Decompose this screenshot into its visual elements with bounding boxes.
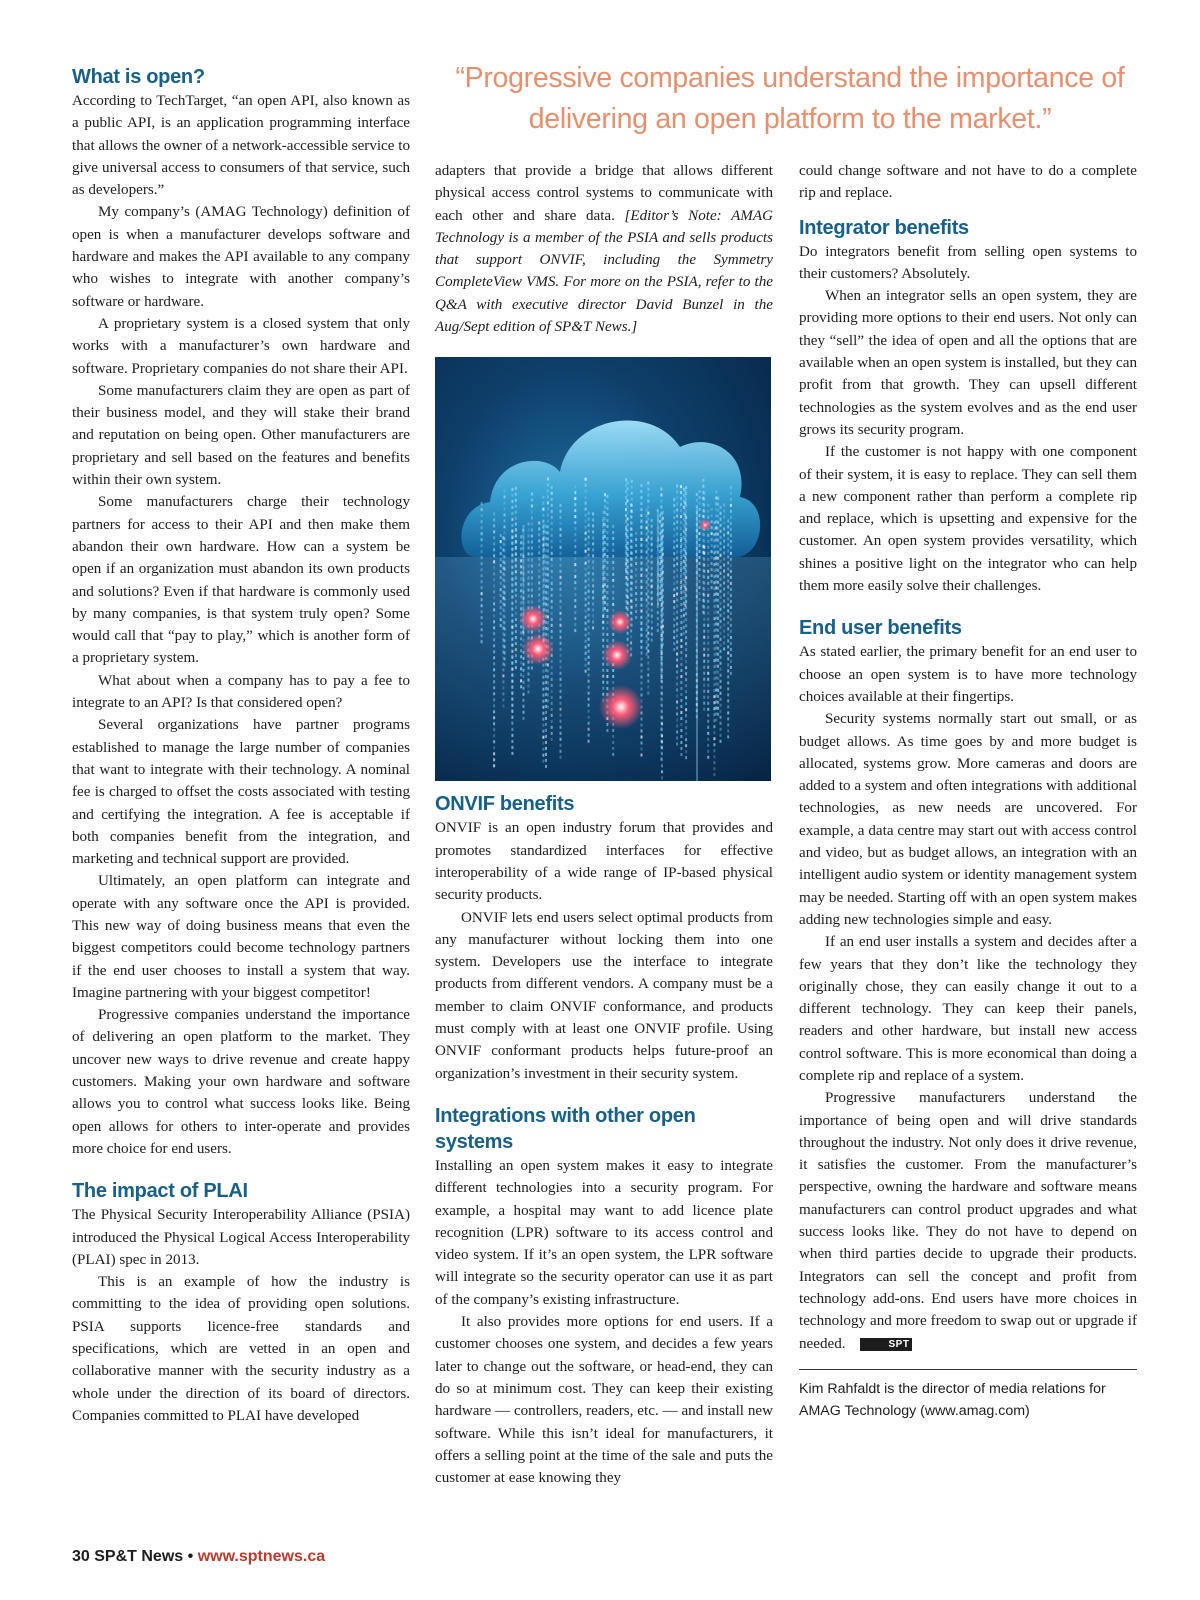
paragraph: As stated earlier, the primary benefit for an end user to choose an open system is to have more technology choices available at their fingertips. <box>799 644 1137 705</box>
column-1 <box>72 64 410 1427</box>
publication-name: SP&T News <box>94 1548 184 1565</box>
page-footer <box>72 1548 325 1566</box>
paragraph: Some manufacturers claim they are open as part of their business model, and they will stake their brand and reputation on being open. Other manufacturers are proprietary and sell based on the features and benefits within their own system. <box>72 382 410 489</box>
paragraph: Do integrators benefit from selling open systems to their customers? Absolutely. <box>799 243 1137 282</box>
heading-integrations: Integrations with other open systems <box>435 1104 696 1153</box>
author-byline: Kim Rahfaldt is the director of media relations for AMAG Technology (www.amag.com) <box>799 1380 1106 1419</box>
paragraph: This is an example of how the industry is committing to the idea of providing open solutions. PSIA supports licence-free standards and specifications, which are vetted in an open and collaborative manner with the security industry as a whole under the direction of its board of directors. Companies committed to PLAI have developed <box>72 1274 410 1424</box>
paragraph: ONVIF lets end users select optimal products from any manufacturer without locking them into one system. Developers use the interface to integrate products from different vendors. A company must be a member to claim ONVIF conformance, and products must comply with at least one ONVIF profile. Using ONVIF conformant products helps future-proof an organization’s investment in their security system. <box>435 909 773 1082</box>
paragraph: Security systems normally start out small, or as budget allows. As time goes by and more budget is allocated, systems grow. More cameras and doors are added to a system and often integrations with additional technologies, as new needs are uncovered. For example, a data centre may start out with access control and video, but as budget allows, an integration with an intelligent audio system or identity management system may be needed. Starting off with an open system makes adding new technologies simple and easy. <box>799 711 1137 928</box>
paragraph: According to TechTarget, “an open API, also known as a public API, is an application programming interface that allows the owner of a network-accessible service to give universal access to consumers of that service, such as developers.” <box>72 93 410 199</box>
continuation-text: adapters that provide a bridge that allows different physical access control systems to communicate with each other and share data. <box>435 163 773 224</box>
end-mark-logo: SPT <box>860 1338 913 1351</box>
paragraph <box>799 1087 1137 1355</box>
paragraph: ONVIF is an open industry forum that provides and promotes standardized interfaces for effective interoperability of a wide range of IP-based physical security products. <box>435 820 773 904</box>
pull-quote: “Progressive companies understand the importance of delivering an open platform to the market.” <box>455 62 1125 135</box>
paragraph <box>435 160 773 338</box>
paragraph: When an integrator sells an open system, they are providing more options to their end users. Not only can they “sell” the idea of open and all the options that are available when an open system is installed, but they can profit from that growth. They can upsell different technologies as the system evolves and as the end user grows its security program. <box>799 288 1137 438</box>
paragraph: What about when a company has to pay a fee to integrate to an API? Is that considered open? <box>72 672 410 712</box>
paragraph: Several organizations have partner programs established to manage the large number of companies that want to integrate with their technology. A nominal fee is charged to offset the costs associated with testing and certifying the integration. A fee is acceptable if both companies benefit from the integration, and marketing and technical support are provided. <box>72 717 410 868</box>
page-number: 30 <box>72 1548 90 1565</box>
paragraph: Installing an open system makes it easy to integrate different technologies into a security program. For example, a hospital may want to add licence plate recognition (LPR) software to its access control and video system. If it’s an open system, the LPR software will integrate so the security operator can use it as part of the company’s existing infrastructure. <box>435 1157 773 1308</box>
final-paragraph-text: Progressive manufacturers understand the importance of being open and will drive standards throughout the industry. Not only does it drive revenue, it satisfies the customer. From the manufacturer’s perspective, owning the hardware and software means manufacturers can control product upgrades and what success looks like. They do not have to depend on when third parties decide to upgrade their products. Integrators can sell the concept and profit from technology add-ons. End users have more choices in technology and more freedom to swap out or upgrade if needed. <box>799 1090 1137 1352</box>
editor-note: [Editor’s Note: AMAG Technology is a member of the PSIA and sells products that support ONVIF, including the Symmetry CompleteView VMS. For more on the PSIA, refer to the Q&A with executive director David Bunzel in the Aug/Sept edition of SP&T News.] <box>435 207 773 336</box>
footer-url: www.sptnews.ca <box>197 1548 326 1565</box>
heading-what-is-open: What is open? <box>72 66 205 88</box>
cloud-data-icon <box>435 357 771 781</box>
column-3 <box>799 160 1137 1422</box>
paragraph: Progressive companies understand the importance of delivering an open platform to the market. They uncover new ways to drive revenue and create happy customers. Making your own hardware and software allows you to control what success looks like. Being open allows for others to inter-operate and provides more choice for end users. <box>72 1007 410 1157</box>
heading-end-user-benefits: End user benefits <box>799 617 962 640</box>
paragraph: Some manufacturers charge their technology partners for access to their API and then make them abandon their own hardware. How can a system be open if an organization must abandon its own products and solutions? Even if that hardware is commonly used by many companies, is that system truly open? Some would call that “pay to play,” which is another form of a proprietary system. <box>72 494 410 667</box>
paragraph: A proprietary system is a closed system that only works with a manufacturer’s own hardware and software. Proprietary companies do not share their API. <box>72 315 410 377</box>
paragraph: It also provides more options for end users. If a customer chooses one system, and decides a few years later to change out the software, or head-end, they can do so at minimum cost. They can keep their existing hardware — controllers, readers, etc. — and install new software. While this isn’t ideal for manufacturers, it offers a selling point at the time of the sale and puts the customer at ease knowing they <box>435 1314 773 1487</box>
paragraph: My company’s (AMAG Technology) definition of open is when a manufacturer develops software and hardware and makes the API available to any company who wishes to integrate with another company’s software or hardware. <box>72 204 410 310</box>
cloud-data-illustration <box>435 357 771 781</box>
heading-impact-of-plai: The impact of PLAI <box>72 1180 248 1203</box>
paragraph: could change software and not have to do a complete rip and replace. <box>799 163 1137 202</box>
paragraph: If an end user installs a system and decides after a few years that they don’t like the technology they originally chose, they can easily change it out to a different technology. They can keep their panels, readers and other hardware, but install new access control software. This is more economical than doing a complete rip and replace of a system. <box>799 934 1137 1084</box>
paragraph: Ultimately, an open platform can integrate and operate with any software once the API is provided. This new way of doing business means that even the biggest competitors could become technology partners if the end user chooses to install a system that way. Imagine partnering with your biggest competitor! <box>72 873 410 1001</box>
paragraph: The Physical Security Interoperability Alliance (PSIA) introduced the Physical Logical Access Interoperability (PLAI) spec in 2013. <box>72 1207 410 1268</box>
footer-bullet: • <box>187 1548 194 1565</box>
heading-onvif-benefits: ONVIF benefits <box>435 793 575 816</box>
heading-integrator-benefits: Integrator benefits <box>799 216 969 239</box>
paragraph: If the customer is not happy with one component of their system, it is easy to replace. They can sell them a new component rather than perform a complete rip and replace, which is upsetting and expensive for the customer. An open system provides versatility, which shines a positive light on the integrator who can help them more easily solve their challenges. <box>799 444 1137 595</box>
byline-divider <box>799 1369 1137 1370</box>
column-2 <box>435 160 773 1489</box>
